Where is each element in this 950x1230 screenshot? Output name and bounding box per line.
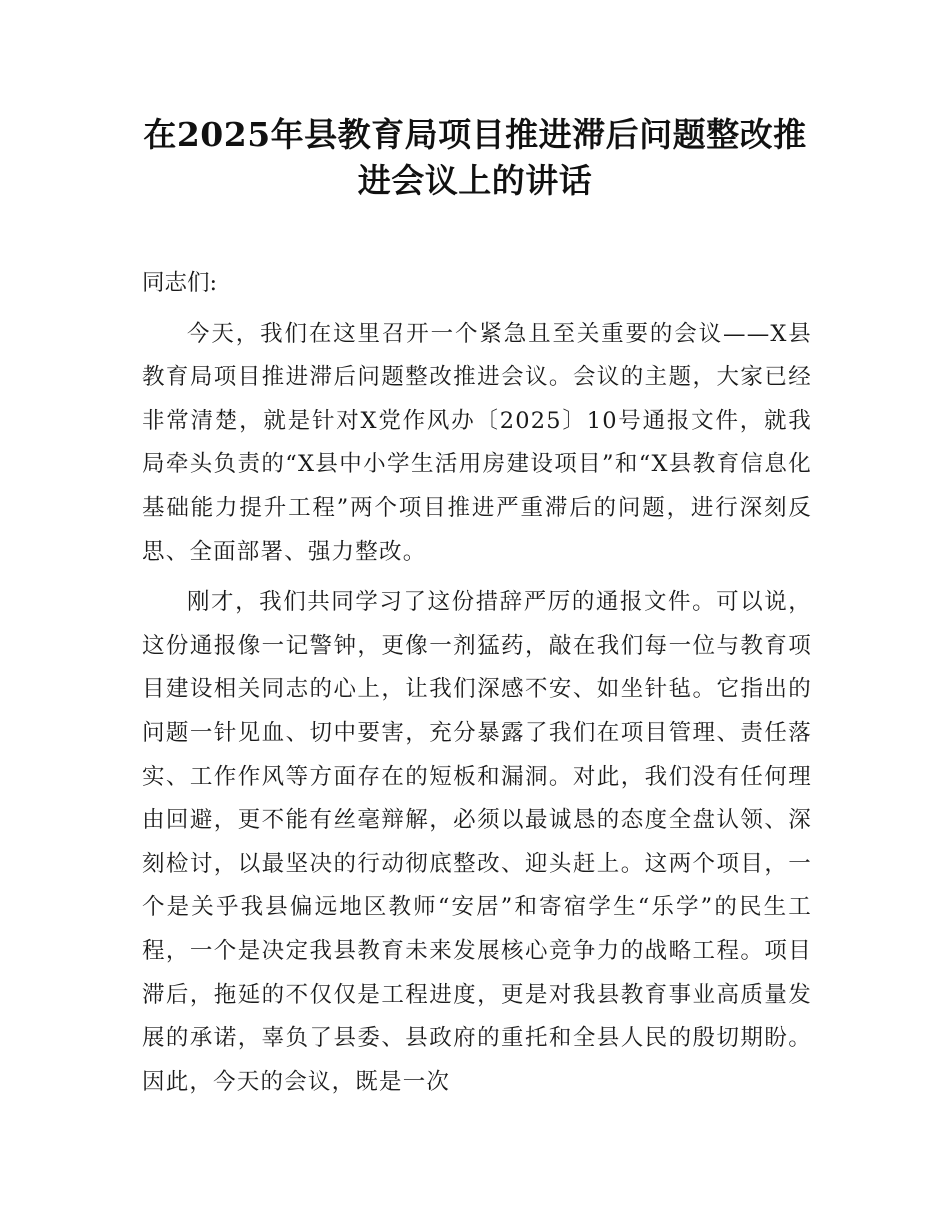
document-title: 在2025年县教育局项目推进滞后问题整改推进会议上的讲话 [143, 115, 807, 200]
salutation: 同志们: [142, 270, 218, 296]
paragraph-1: 今天，我们在这里召开一个紧急且至关重要的会议——X县教育局项目推进滞后问题整改推进会议。会议的主题，大家已经非常清楚，就是针对X党作风办〔2025〕10号通报文件，就我局牵头负责的“X县中小学生活用房建设项目”和“X县教育信息化基础能力提升工程”两个项目推进严重滞后的问题，进行深刻反思、全面部署、强力整改。 [142, 320, 812, 565]
paragraph-2: 刚才，我们共同学习了这份措辞严厉的通报文件。可以说，这份通报像一记警钟，更像一剂猛药，敲在我们每一位与教育项目建设相关同志的心上，让我们深感不安、如坐针毡。它指出的问题一针见血、切中要害，充分暴露了我们在项目管理、责任落实、工作作风等方面存在的短板和漏洞。对此，我们没有任何理由回避，更不能有丝毫辩解，必须以最诚恳的态度全盘认领、深刻检讨，以最坚决的行动彻底整改、迎头赶上。这两个项目，一个是关乎我县偏远地区教师“安居”和寄宿学生“乐学”的民生工程，一个是决定我县教育未来发展核心竞争力的战略工程。项目滞后，拖延的不仅仅是工程进度，更是对我县教育事业高质量发展的承诺，辜负了县委、县政府的重托和全县人民的殷切期盼。因此，今天的会议，既是一次 [142, 589, 812, 1095]
document-body [142, 262, 812, 1111]
